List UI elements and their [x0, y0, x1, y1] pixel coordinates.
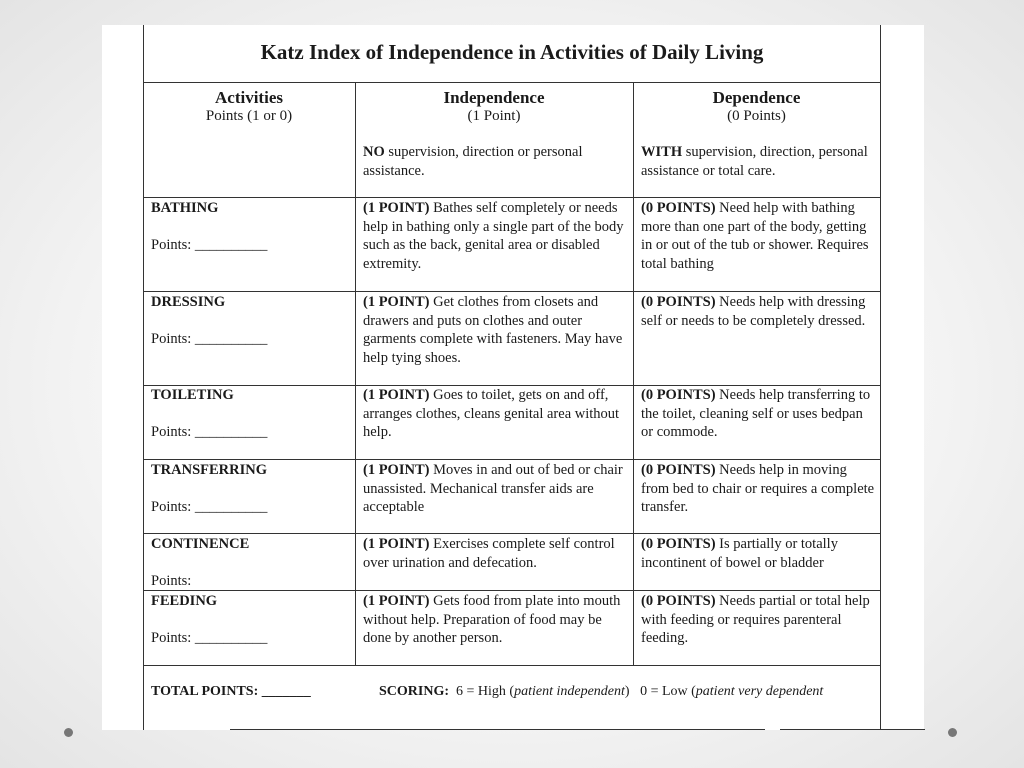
dependence-cell: [641, 199, 877, 273]
header-activities: [143, 88, 355, 126]
dependence-text: Needs help in moving from bed to chair or requires a complete transfer.: [641, 462, 875, 516]
scoring-high-italic: patient independent: [514, 684, 625, 699]
dependence-text: Is partially or totally incontinent of bowel or bladder: [641, 536, 838, 571]
points-label: Points:: [151, 330, 192, 347]
points-label: Points:: [151, 629, 192, 646]
activity-cell-continence: [151, 535, 351, 590]
independence-cell: [363, 535, 627, 572]
independence-text: Get clothes from closets and drawers and puts on clothes and outer garments complete with fasteners. May have help tying shoes.: [363, 294, 623, 366]
bottom-rule: [230, 729, 765, 730]
independence-cell: [363, 293, 627, 367]
activity-name: TOILETING: [151, 387, 234, 403]
bottom-rule: [780, 729, 925, 730]
slide-nav-left-dot[interactable]: [64, 728, 73, 737]
activity-cell-toileting: [151, 386, 351, 441]
row-divider: [143, 197, 881, 198]
independence-points-label: (1 POINT): [363, 536, 430, 552]
dependence-text: Needs partial or total help with feeding or requires parenteral feeding.: [641, 593, 870, 647]
independence-points-label: (1 POINT): [363, 593, 430, 609]
activity-cell-feeding: [151, 592, 351, 647]
scoring-high: 6 = High (: [456, 684, 515, 699]
row-divider: [143, 291, 881, 292]
activity-cell-bathing: [151, 199, 351, 254]
independence-text: Bathes self completely or needs help in bathing only a single part of the body such as the back, genital area or disabled extremity.: [363, 200, 624, 272]
dependence-cell: [641, 535, 877, 572]
independence-note: [363, 143, 625, 181]
row-divider: [143, 459, 881, 460]
dependence-cell: [641, 386, 877, 442]
independence-cell: [363, 386, 627, 442]
total-points-blank: _______: [261, 684, 311, 699]
independence-cell: [363, 592, 627, 648]
scoring-high-close: ): [624, 684, 630, 699]
dependence-points-label: (0 POINTS): [641, 536, 716, 552]
row-divider: [143, 665, 881, 666]
header-independence-title: Independence: [443, 88, 545, 107]
independence-points-label: (1 POINT): [363, 387, 430, 403]
points-blank: __________: [194, 498, 268, 515]
points-field[interactable]: [151, 498, 351, 517]
independence-text: Goes to toilet, gets on and off, arranges clothes, cleans genital area without help.: [363, 387, 620, 441]
activity-name: FEEDING: [151, 593, 218, 609]
slide-nav-right-dot[interactable]: [948, 728, 957, 737]
dependence-note: [641, 143, 875, 181]
dependence-points-label: (0 POINTS): [641, 387, 716, 403]
independence-cell: [363, 461, 627, 517]
column-divider-2: [633, 82, 634, 665]
dependence-text: Needs help transferring to the toilet, cleaning self or uses bedpan or commode.: [641, 387, 871, 441]
activity-name: TRANSFERRING: [151, 462, 268, 478]
dependence-cell: [641, 293, 877, 330]
points-label: Points:: [151, 572, 192, 589]
points-blank: __________: [194, 629, 268, 646]
activity-cell-dressing: [151, 293, 351, 348]
total-points-field[interactable]: [151, 684, 311, 700]
activity-name: DRESSING: [151, 294, 226, 310]
header-activities-title: Activities: [215, 88, 283, 107]
activity-name: CONTINENCE: [151, 536, 250, 552]
independence-text: Moves in and out of bed or chair unassisted. Mechanical transfer aids are acceptable: [363, 462, 623, 516]
row-divider: [143, 533, 881, 534]
row-divider: [143, 82, 881, 83]
dependence-points-label: (0 POINTS): [641, 462, 716, 478]
independence-cell: [363, 199, 627, 273]
points-blank: __________: [194, 423, 268, 440]
dependence-points-label: (0 POINTS): [641, 593, 716, 609]
points-label: Points:: [151, 236, 192, 253]
dependence-points-label: (0 POINTS): [641, 294, 716, 310]
header-dependence-title: Dependence: [712, 88, 801, 107]
independence-note-bold: NO: [363, 144, 385, 160]
scoring-label: SCORING:: [379, 684, 450, 699]
header-independence: [355, 88, 633, 126]
points-label: Points:: [151, 498, 192, 515]
header-dependence: [633, 88, 880, 126]
points-blank: __________: [194, 236, 268, 253]
points-field[interactable]: [151, 236, 351, 255]
dependence-text: Need help with bathing more than one part of the body, getting in or out of the tub or shower. Requires total bathing: [641, 200, 869, 272]
independence-text: Exercises complete self control over urination and defecation.: [363, 536, 615, 571]
dependence-points-label: (0 POINTS): [641, 200, 716, 216]
dependence-cell: [641, 461, 877, 517]
independence-points-label: (1 POINT): [363, 462, 430, 478]
header-dependence-sub: (0 Points): [727, 108, 786, 124]
activity-cell-transferring: [151, 461, 351, 516]
dependence-note-bold: WITH: [641, 144, 683, 160]
points-field[interactable]: [151, 423, 351, 442]
independence-points-label: (1 POINT): [363, 294, 430, 310]
column-divider-1: [355, 82, 356, 665]
header-activities-sub: Points (1 or 0): [205, 108, 293, 124]
table-border-left: [143, 25, 144, 730]
total-points-label: TOTAL POINTS:: [151, 684, 259, 699]
independence-points-label: (1 POINT): [363, 200, 430, 216]
independence-text: Gets food from plate into mouth without help. Preparation of food may be done by another person.: [363, 593, 621, 647]
table-border-right: [880, 25, 881, 730]
dependence-cell: [641, 592, 877, 648]
scoring-low: 0 = Low (: [640, 684, 696, 699]
points-field[interactable]: [151, 572, 351, 591]
scoring-legend: [379, 684, 823, 700]
points-field[interactable]: [151, 330, 351, 349]
dependence-note-text: supervision, direction, personal assistance or total care.: [641, 144, 868, 179]
points-label: Points:: [151, 423, 192, 440]
independence-note-text: supervision, direction or personal assistance.: [363, 144, 583, 179]
points-blank: __________: [194, 330, 268, 347]
activity-name: BATHING: [151, 200, 219, 216]
scoring-low-italic: patient very dependent: [695, 684, 824, 699]
dependence-text: Needs help with dressing self or needs to be completely dressed.: [641, 294, 866, 329]
header-independence-sub: (1 Point): [467, 108, 521, 124]
page-title: Katz Index of Independence in Activities of Daily Living: [260, 40, 764, 64]
points-field[interactable]: [151, 629, 351, 648]
